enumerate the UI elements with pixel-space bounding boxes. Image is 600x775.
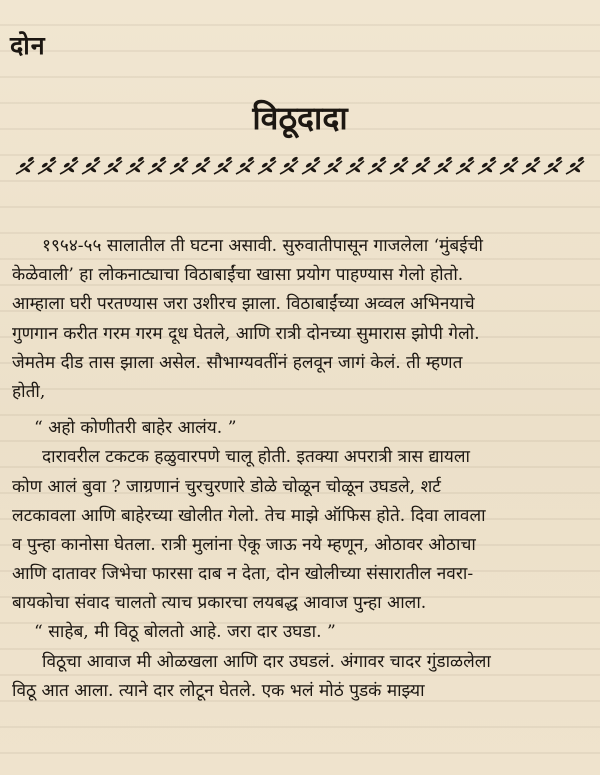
chapter-title: विठूदादा bbox=[252, 99, 348, 137]
text-line: दारावरील टकटक हळुवारपणे चालू होती. इतक्या अपरात्री त्रास द्यायला bbox=[42, 447, 470, 468]
text-line: बायकोचा संवाद चालतो त्याच प्रकारचा लयबद्ध आवाज पुन्हा आला. bbox=[12, 593, 427, 614]
text-line: केळेवाली’ हा लोकनाट्याचा विठाबाईंचा खासा प्रयोग पाहण्यास गेलो होतो. bbox=[12, 265, 464, 286]
text-line: विठूचा आवाज मी ओळखला आणि दार उघडलं. अंगावर चादर गुंडाळलेला bbox=[42, 651, 491, 672]
text-line: आणि दातावर जिभेचा फारसा दाब न देता, दोन खोलीच्या संसारातील नवरा- bbox=[12, 564, 474, 585]
text-line: व पुन्हा कानोसा घेतला. रात्री मुलांना ऐकू जाऊ नये म्हणून, ओठावर ओठाचा bbox=[12, 534, 476, 555]
text-line: लटकावला आणि बाहेरच्या खोलीत गेलो. तेच माझे ऑफिस होते. दिवा लावला bbox=[12, 505, 486, 526]
text-line: आम्हाला घरी परतण्यास जरा उशीरच झाला. विठाबाईंच्या अव्वल अभिनयाचे bbox=[12, 294, 475, 315]
dialogue-line: “ साहेब, मी विठू बोलतो आहे. जरा दार उघडा. ” bbox=[34, 622, 336, 643]
text-line: होती, bbox=[12, 381, 46, 402]
leaf-ornament-divider bbox=[14, 153, 586, 181]
text-line: कोण आलं बुवा ? जाग्रणानं चुरचुरणारे डोळे चोळून चोळून उघडले, शर्ट bbox=[12, 476, 441, 497]
dialogue-line: “ अहो कोणीतरी बाहेर आलंय. ” bbox=[34, 418, 237, 439]
text-line: गुणगान करीत गरम गरम दूध घेतले, आणि रात्री दोनच्या सुमारास झोपी गेलो. bbox=[12, 323, 480, 344]
text-line: जेमतेम दीड तास झाला असेल. सौभाग्यवतींनं हलवून जागं केलं. ती म्हणत bbox=[12, 352, 463, 373]
text-line: १९५४-५५ सालातील ती घटना असावी. सुरुवातीपासून गाजलेला ‘मुंबईची bbox=[42, 236, 484, 256]
text-line: विठू आत आला. त्याने दार लोटून घेतले. एक भलं मोठं पुडकं माझ्या bbox=[12, 680, 425, 701]
chapter-number: दोन bbox=[10, 31, 46, 60]
chapter-body bbox=[12, 232, 588, 706]
